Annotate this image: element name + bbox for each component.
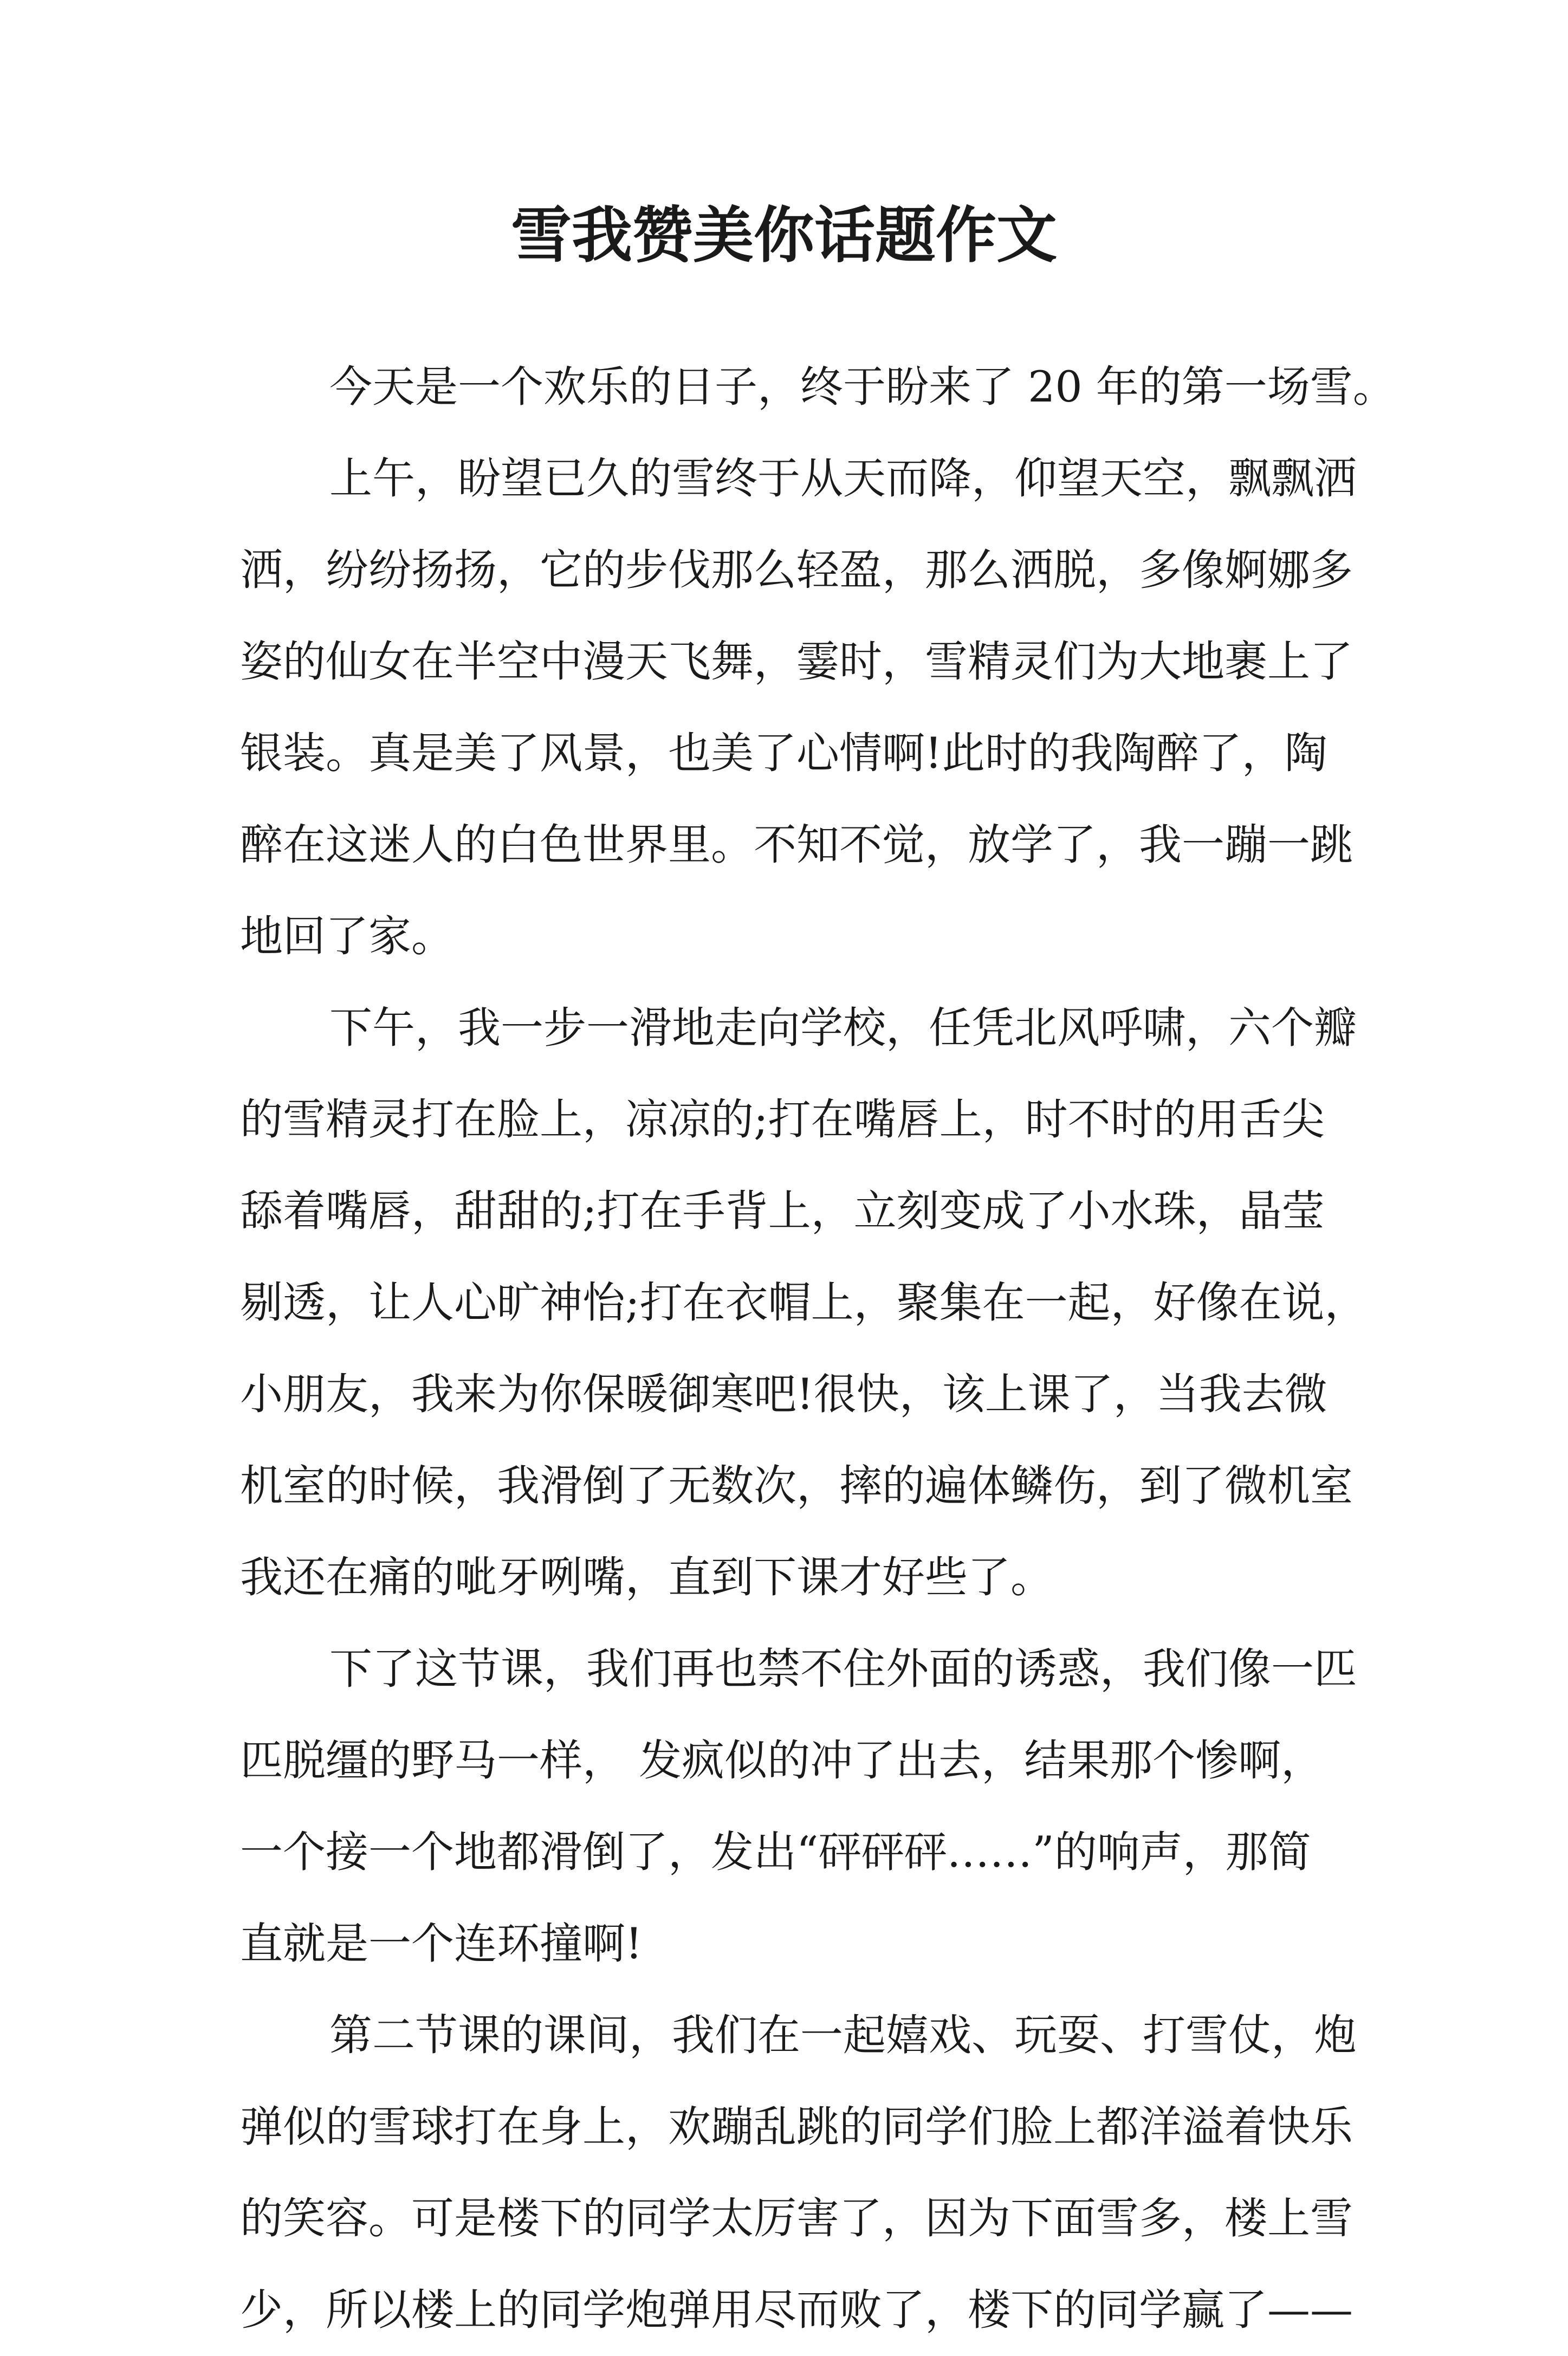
text-line: 姿的仙女在半空中漫天飞舞，霎时，雪精灵们为大地裹上了 — [240, 637, 1353, 687]
text-line: 洒，纷纷扬扬，它的步伐那么轻盈，那么洒脱，多像婀娜多 — [240, 545, 1353, 595]
text-line: 醉在这迷人的白色世界里。不知不觉，放学了，我一蹦一跳 — [240, 820, 1353, 870]
text-line: 今天是一个欢乐的日子，终于盼来了 20 年的第一场雪。 — [329, 362, 1396, 412]
text-line: 弹似的雪球打在身上，欢蹦乱跳的同学们脸上都洋溢着快乐 — [240, 2102, 1353, 2152]
text-line: 剔透，让人心旷神怡;打在衣帽上，聚集在一起，好像在说， — [240, 1278, 1368, 1328]
text-line: 我还在痛的呲牙咧嘴，直到下课才好些了。 — [240, 1552, 1053, 1602]
text-line: 上午，盼望已久的雪终于从天而降，仰望天空，飘飘洒 — [329, 454, 1357, 503]
text-line: 下了这节课，我们再也禁不住外面的诱惑，我们像一匹 — [329, 1644, 1357, 1694]
text-line: 匹脱缰的野马一样， 发疯似的冲了出去，结果那个惨啊， — [240, 1736, 1324, 1785]
document-body — [240, 341, 1396, 2356]
text-line: 银装。真是美了风景，也美了心情啊!此时的我陶醉了，陶 — [240, 728, 1327, 778]
text-line: 地回了家。 — [240, 911, 454, 961]
document-title: 雪我赞美你话题作文 — [511, 200, 1057, 271]
text-line: 下午，我一步一滑地走向学校，任凭北风呼啸，六个瓣 — [329, 1003, 1357, 1053]
text-line: 的笑容。可是楼下的同学太厉害了，因为下面雪多，楼上雪 — [240, 2193, 1353, 2243]
text-line: 第二节课的课间，我们在一起嬉戏、玩耍、打雪仗，炮 — [329, 2010, 1357, 2060]
text-line: 舔着嘴唇，甜甜的;打在手背上，立刻变成了小水珠，晶莹 — [240, 1186, 1325, 1236]
text-line: 机室的时候，我滑倒了无数次，摔的遍体鳞伤，到了微机室 — [240, 1461, 1353, 1511]
text-line: 少，所以楼上的同学炮弹用尽而败了，楼下的同学赢了—— — [240, 2285, 1353, 2335]
text-line: 一个接一个地都滑倒了，发出“砰砰砰……”的响声，那简 — [240, 1827, 1311, 1877]
text-line: 小朋友，我来为你保暖御寒吧!很快，该上课了，当我去微 — [240, 1369, 1327, 1419]
text-line: 直就是一个连环撞啊! — [240, 1919, 643, 1969]
text-line: 的雪精灵打在脸上，凉凉的;打在嘴唇上，时不时的用舌尖 — [240, 1095, 1325, 1144]
